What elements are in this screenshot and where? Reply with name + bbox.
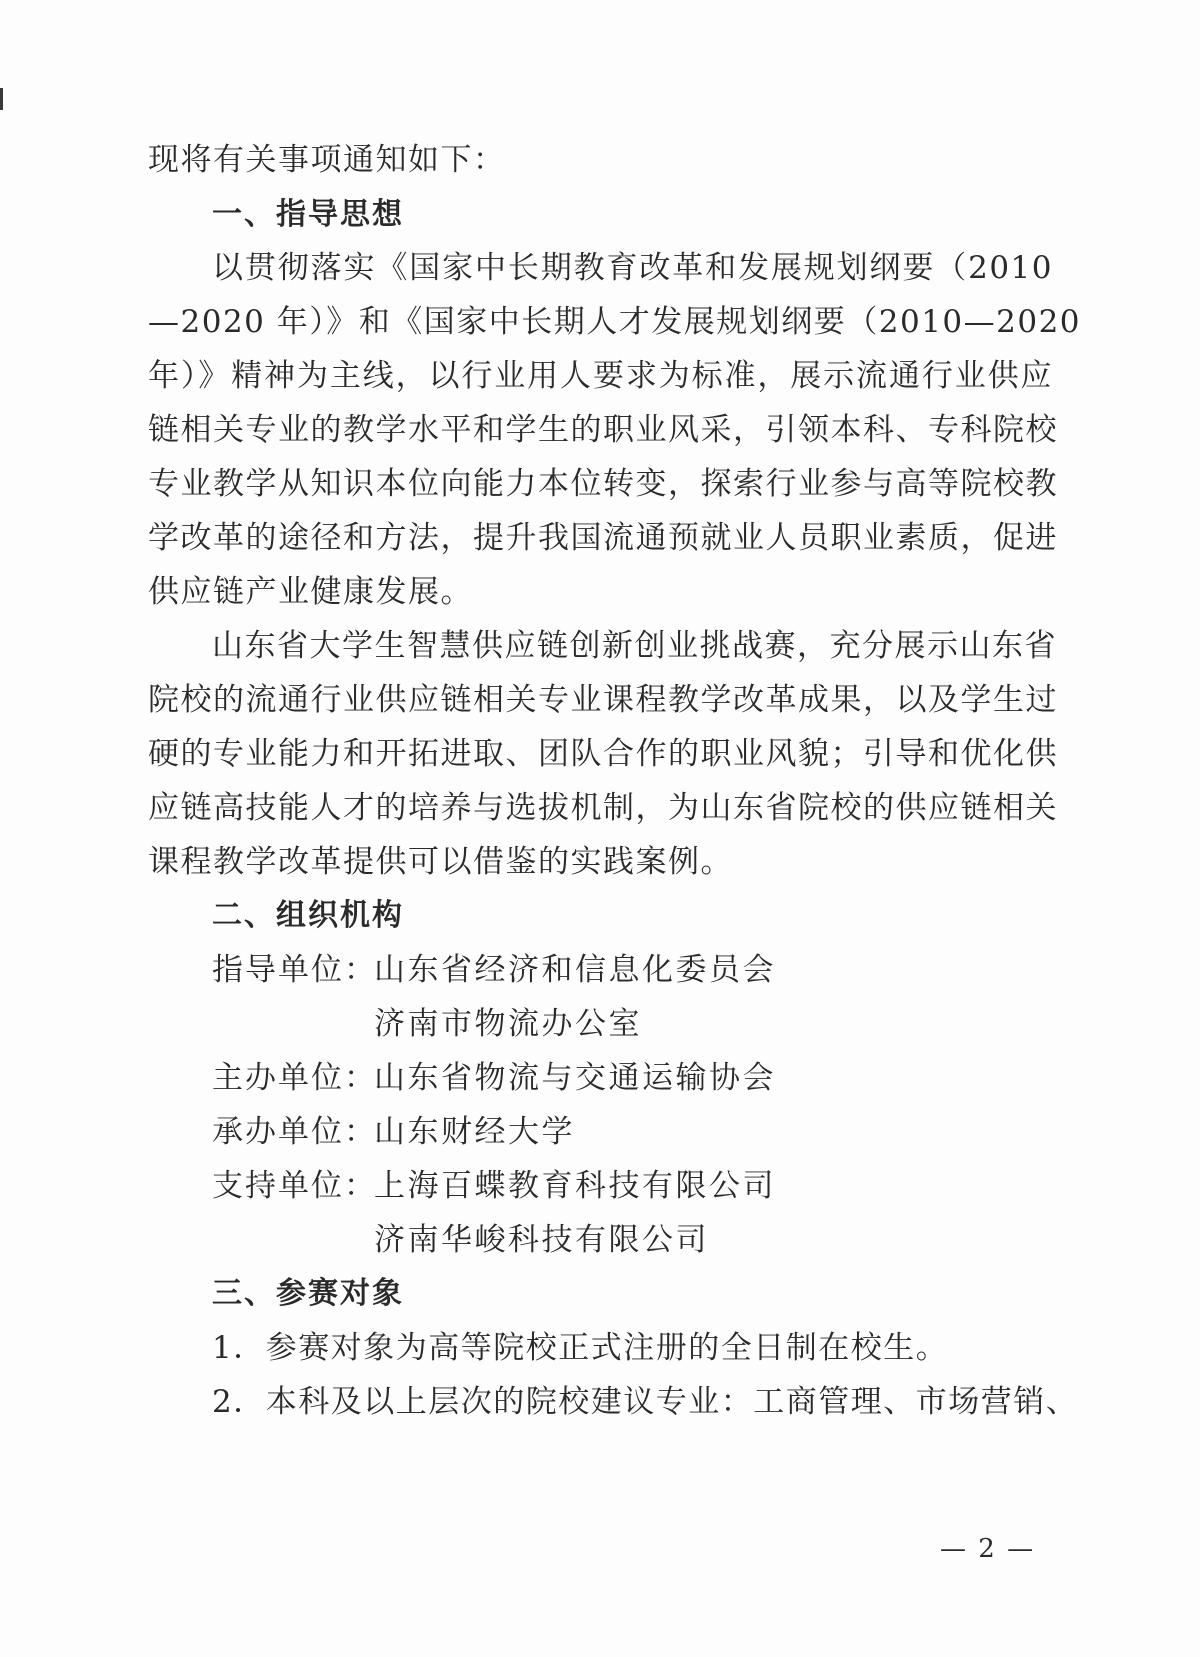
organizer-unit-label: 承办单位： xyxy=(212,1114,377,1150)
section-heading-organization: 二、组织机构 xyxy=(212,898,404,933)
guide-unit-value: 济南市物流办公室 xyxy=(374,1006,642,1042)
guide-unit-value: 山东省经济和信息化委员会 xyxy=(374,952,776,988)
participants-item-1: 1．参赛对象为高等院校正式注册的全日制在校生。 xyxy=(212,1330,949,1366)
paragraph-line: 链相关专业的教学水平和学生的职业风采，引领本科、专科院校 xyxy=(148,412,1058,448)
page-number: — 2 — xyxy=(940,1534,1036,1564)
support-unit-label: 支持单位： xyxy=(212,1168,377,1204)
host-unit-value: 山东省物流与交通运输协会 xyxy=(374,1060,776,1096)
support-unit-value: 上海百蝶教育科技有限公司 xyxy=(374,1168,776,1204)
paragraph-line: 硬的专业能力和开拓进取、团队合作的职业风貌；引导和优化供 xyxy=(148,736,1058,772)
section-heading-participants: 三、参赛对象 xyxy=(212,1276,404,1311)
paragraph-line: 以贯彻落实《国家中长期教育改革和发展规划纲要（2010 xyxy=(212,250,1053,286)
support-unit-value: 济南华峻科技有限公司 xyxy=(374,1222,709,1258)
paragraph-line: 院校的流通行业供应链相关专业课程教学改革成果，以及学生过 xyxy=(148,682,1058,718)
host-unit-label: 主办单位： xyxy=(212,1060,377,1096)
participants-item-2: 2．本科及以上层次的院校建议专业：工商管理、市场营销、 xyxy=(212,1384,1079,1420)
paragraph-line: 供应链产业健康发展。 xyxy=(148,574,473,610)
scan-edge-mark xyxy=(0,88,3,110)
paragraph-line: 学改革的途径和方法，提升我国流通预就业人员职业素质，促进 xyxy=(148,520,1058,556)
paragraph-line: 课程教学改革提供可以借鉴的实践案例。 xyxy=(148,844,733,880)
section-heading-guiding-ideology: 一、指导思想 xyxy=(212,197,404,232)
organizer-unit-value: 山东财经大学 xyxy=(374,1114,575,1150)
paragraph-line: —2020 年）》和《国家中长期人才发展规划纲要（2010—2020 xyxy=(148,304,1082,340)
paragraph-line: 山东省大学生智慧供应链创新创业挑战赛，充分展示山东省 xyxy=(212,628,1057,664)
guide-unit-label: 指导单位： xyxy=(212,952,377,988)
paragraph-line: 年）》精神为主线，以行业用人要求为标准，展示流通行业供应 xyxy=(148,358,1053,394)
paragraph-line: 专业教学从知识本位向能力本位转变，探索行业参与高等院校教 xyxy=(148,466,1058,502)
intro-line: 现将有关事项通知如下： xyxy=(148,142,506,178)
paragraph-line: 应链高技能人才的培养与选拔机制，为山东省院校的供应链相关 xyxy=(148,790,1058,826)
